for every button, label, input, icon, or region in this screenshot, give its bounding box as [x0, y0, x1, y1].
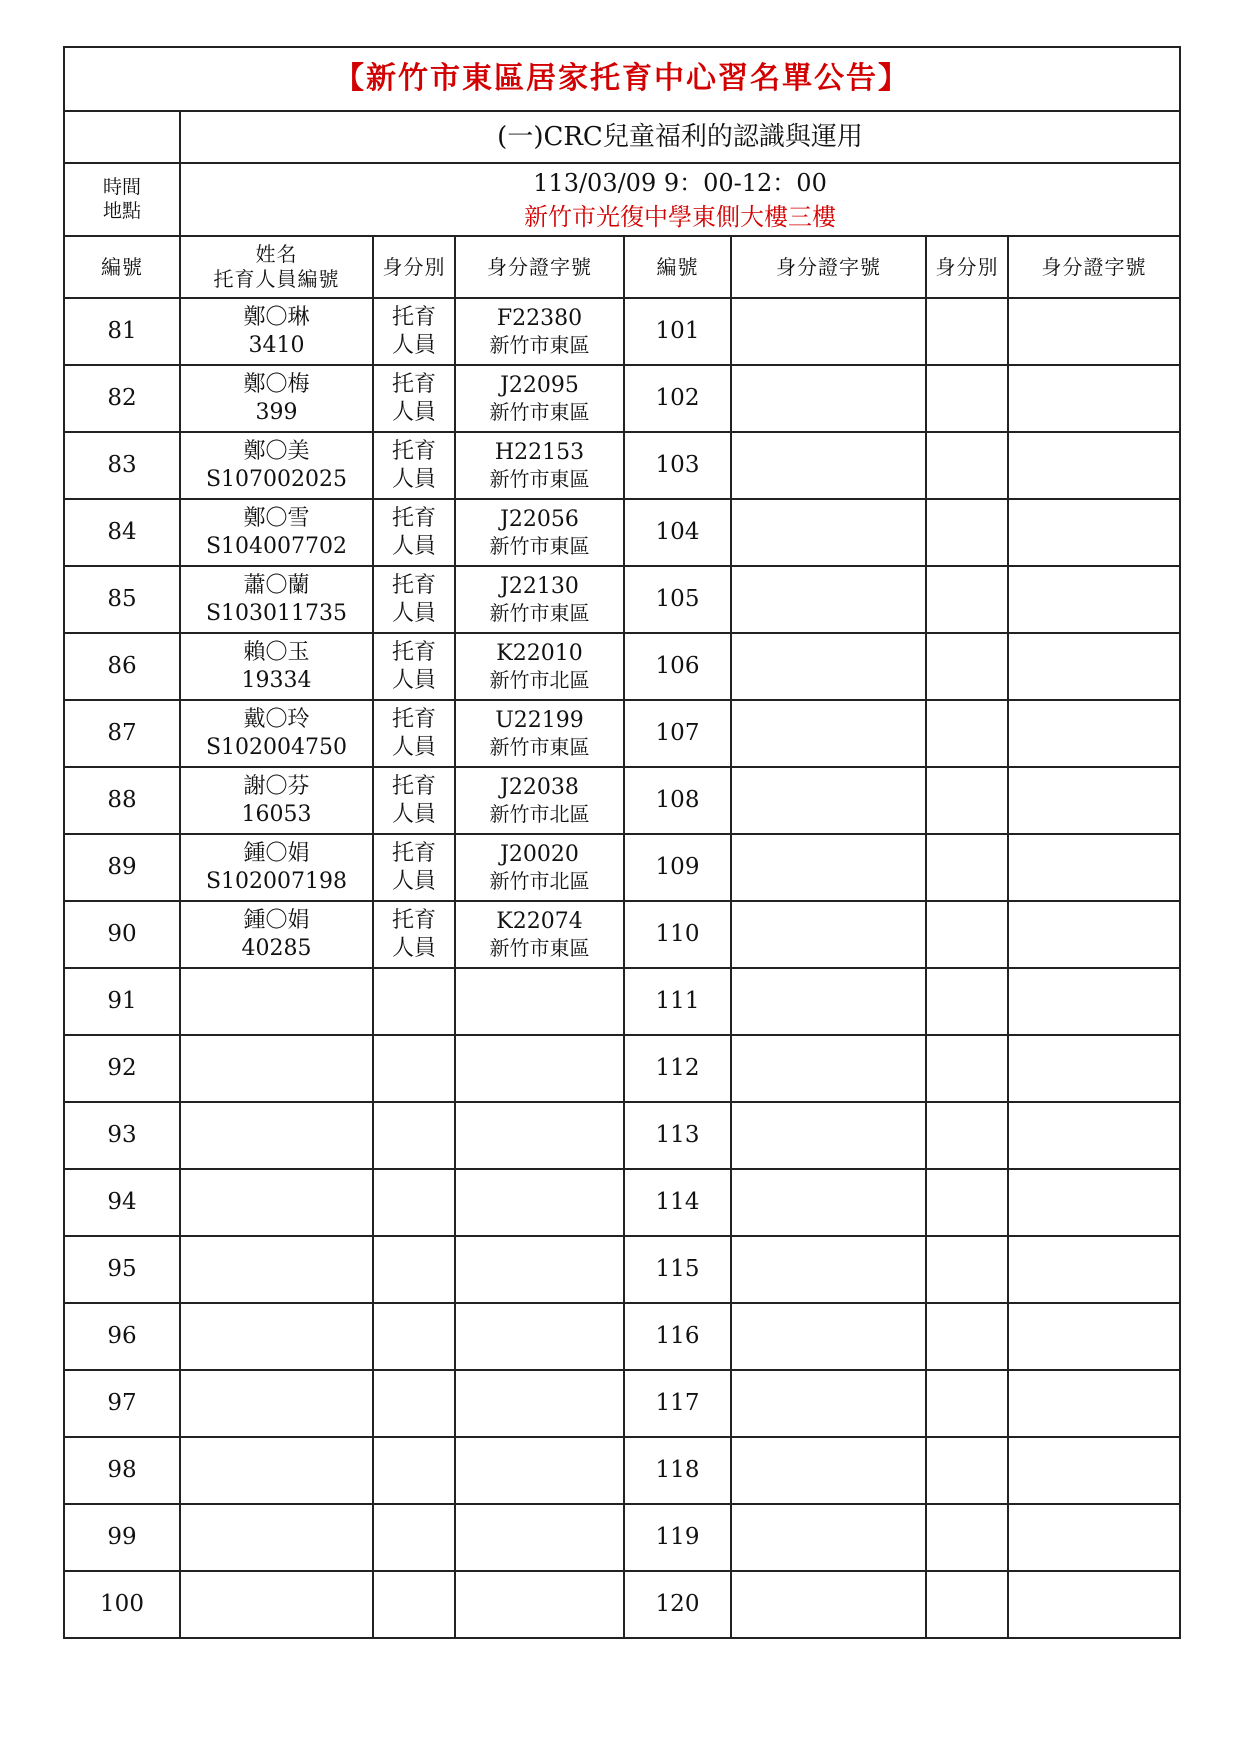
- table-row: [64, 1437, 1180, 1504]
- row-role-line1: 托育: [391, 774, 436, 799]
- row-caregiver-code: 399: [255, 399, 298, 425]
- row-id-cell: [455, 633, 624, 700]
- course-title: (一)CRC兒童福利的認識與運用: [180, 111, 1180, 163]
- row-id2-cell: [731, 767, 926, 834]
- row-name-cell: [180, 1169, 373, 1236]
- row-name-cell: [180, 1571, 373, 1638]
- row-role-line1: 托育: [391, 439, 436, 464]
- row-role2-cell: [926, 1504, 1008, 1571]
- row-id3-cell: [1008, 1169, 1180, 1236]
- row-id: J22095: [500, 373, 579, 399]
- row-district: 新竹市東區: [489, 935, 590, 960]
- page-title: 【新竹市東區居家托育中心習名單公告】: [64, 47, 1180, 111]
- row-id: J22056: [500, 507, 579, 533]
- row-id3-cell: [1008, 834, 1180, 901]
- header-id3: 身分證字號: [1008, 236, 1180, 298]
- place-label: 地點: [102, 199, 141, 222]
- session-place: 新竹市光復中學東側大樓三樓: [524, 202, 836, 231]
- row-role-line1: 托育: [391, 372, 436, 397]
- row-role2-cell: [926, 633, 1008, 700]
- row-role-cell: [373, 834, 455, 901]
- table-row: [64, 834, 1180, 901]
- row-name-cell: [180, 432, 373, 499]
- row-no: 88: [64, 767, 180, 834]
- time-place-label: [64, 163, 180, 236]
- table-row: [64, 566, 1180, 633]
- row-role-line1: 托育: [391, 573, 436, 598]
- row-no: 95: [64, 1236, 180, 1303]
- row-id2-cell: [731, 1370, 926, 1437]
- table-row: [64, 1504, 1180, 1571]
- row-role-cell: [373, 1504, 455, 1571]
- table-row: [64, 1236, 1180, 1303]
- row-id2-cell: [731, 901, 926, 968]
- row-id2-cell: [731, 1035, 926, 1102]
- row-role-cell: [373, 1303, 455, 1370]
- row-id-cell: [455, 1035, 624, 1102]
- header-id2: 身分證字號: [731, 236, 926, 298]
- row-role2-cell: [926, 1303, 1008, 1370]
- row-district: 新竹市東區: [489, 533, 590, 558]
- row-id2-cell: [731, 968, 926, 1035]
- row-id-cell: [455, 499, 624, 566]
- row-name-cell: [180, 1236, 373, 1303]
- row-caregiver-code: S102004750: [205, 734, 348, 760]
- row-role-cell: [373, 1571, 455, 1638]
- row-no2: 117: [624, 1370, 731, 1437]
- row-name: 鄭〇美: [243, 439, 310, 464]
- table-row: [64, 767, 1180, 834]
- row-id3-cell: [1008, 432, 1180, 499]
- row-no2: 111: [624, 968, 731, 1035]
- row-name: 鄭〇梅: [243, 372, 310, 397]
- row-name-cell: [180, 566, 373, 633]
- row-id-cell: [455, 1437, 624, 1504]
- row-role-cell: [373, 1370, 455, 1437]
- course-blank-cell: [64, 111, 180, 163]
- row-id2-cell: [731, 566, 926, 633]
- row-name: 謝〇芬: [243, 774, 310, 799]
- row-district: 新竹市東區: [489, 600, 590, 625]
- row-role-line2: 人員: [391, 332, 436, 358]
- row-id-cell: [455, 1236, 624, 1303]
- row-role-cell: [373, 1169, 455, 1236]
- row-role-line2: 人員: [391, 801, 436, 827]
- row-id2-cell: [731, 700, 926, 767]
- row-name: 鄭〇雪: [243, 506, 310, 531]
- row-no: 100: [64, 1571, 180, 1638]
- row-role-cell: [373, 1035, 455, 1102]
- row-role2-cell: [926, 700, 1008, 767]
- row-id-cell: [455, 566, 624, 633]
- row-role-line2: 人員: [391, 399, 436, 425]
- row-no2: 118: [624, 1437, 731, 1504]
- row-name-cell: [180, 633, 373, 700]
- row-id: J20020: [500, 842, 579, 868]
- row-no2: 102: [624, 365, 731, 432]
- row-name-cell: [180, 1102, 373, 1169]
- row-no2: 116: [624, 1303, 731, 1370]
- row-no: 82: [64, 365, 180, 432]
- row-id3-cell: [1008, 499, 1180, 566]
- row-no2: 103: [624, 432, 731, 499]
- row-no: 92: [64, 1035, 180, 1102]
- row-name: 鄭〇琳: [243, 305, 310, 330]
- row-name-cell: [180, 767, 373, 834]
- table-row: [64, 633, 1180, 700]
- header-row: [64, 236, 1180, 298]
- row-id3-cell: [1008, 1504, 1180, 1571]
- row-no: 84: [64, 499, 180, 566]
- row-id: F22380: [496, 306, 583, 332]
- row-name-cell: [180, 298, 373, 365]
- row-id2-cell: [731, 1169, 926, 1236]
- row-id-cell: [455, 700, 624, 767]
- row-id3-cell: [1008, 901, 1180, 968]
- row-no: 94: [64, 1169, 180, 1236]
- row-role-cell: [373, 566, 455, 633]
- row-role-cell: [373, 968, 455, 1035]
- row-role-line1: 托育: [391, 506, 436, 531]
- row-no2: 106: [624, 633, 731, 700]
- row-no: 87: [64, 700, 180, 767]
- row-id: H22153: [494, 440, 585, 466]
- header-name-line2: 托育人員編號: [213, 267, 340, 291]
- row-id-cell: [455, 1303, 624, 1370]
- row-name-cell: [180, 968, 373, 1035]
- row-role-line1: 托育: [391, 305, 436, 330]
- row-id2-cell: [731, 1437, 926, 1504]
- row-no2: 101: [624, 298, 731, 365]
- row-id2-cell: [731, 298, 926, 365]
- row-no: 98: [64, 1437, 180, 1504]
- table-row: [64, 499, 1180, 566]
- time-place-value: [180, 163, 1180, 236]
- row-id-cell: [455, 365, 624, 432]
- row-id-cell: [455, 1571, 624, 1638]
- row-name-cell: [180, 1370, 373, 1437]
- row-district: 新竹市北區: [489, 868, 590, 893]
- row-caregiver-code: 3410: [248, 332, 305, 358]
- row-id: K22010: [496, 641, 583, 667]
- row-id-cell: [455, 1370, 624, 1437]
- row-role2-cell: [926, 1571, 1008, 1638]
- row-role-line1: 托育: [391, 707, 436, 732]
- row-id3-cell: [1008, 365, 1180, 432]
- row-caregiver-code: S107002025: [205, 466, 348, 492]
- table-row: [64, 1169, 1180, 1236]
- header-role: 身分別: [373, 236, 455, 298]
- header-role2: 身分別: [926, 236, 1008, 298]
- row-role-cell: [373, 499, 455, 566]
- row-district: 新竹市東區: [489, 466, 590, 491]
- row-role2-cell: [926, 901, 1008, 968]
- row-district: 新竹市東區: [489, 332, 590, 357]
- row-role-cell: [373, 767, 455, 834]
- row-role-cell: [373, 365, 455, 432]
- row-role-line1: 托育: [391, 908, 436, 933]
- row-id3-cell: [1008, 968, 1180, 1035]
- row-id2-cell: [731, 1102, 926, 1169]
- row-role2-cell: [926, 365, 1008, 432]
- row-no2: 109: [624, 834, 731, 901]
- row-no2: 113: [624, 1102, 731, 1169]
- header-name-line1: 姓名: [255, 242, 298, 266]
- row-id2-cell: [731, 1236, 926, 1303]
- row-district: 新竹市北區: [489, 667, 590, 692]
- row-name-cell: [180, 834, 373, 901]
- row-no: 81: [64, 298, 180, 365]
- row-id3-cell: [1008, 1102, 1180, 1169]
- row-role2-cell: [926, 968, 1008, 1035]
- row-id3-cell: [1008, 566, 1180, 633]
- row-role2-cell: [926, 499, 1008, 566]
- row-no2: 110: [624, 901, 731, 968]
- row-role-cell: [373, 1437, 455, 1504]
- row-no: 97: [64, 1370, 180, 1437]
- row-id2-cell: [731, 1303, 926, 1370]
- row-no: 86: [64, 633, 180, 700]
- row-id-cell: [455, 901, 624, 968]
- row-caregiver-code: 16053: [241, 801, 312, 827]
- row-name-cell: [180, 1504, 373, 1571]
- row-id: J22038: [500, 775, 579, 801]
- row-role-cell: [373, 700, 455, 767]
- row-id3-cell: [1008, 1236, 1180, 1303]
- row-name: 鍾〇娟: [243, 841, 310, 866]
- row-id3-cell: [1008, 298, 1180, 365]
- row-role2-cell: [926, 1102, 1008, 1169]
- row-no: 99: [64, 1504, 180, 1571]
- table-row: [64, 1303, 1180, 1370]
- row-role2-cell: [926, 566, 1008, 633]
- table-row: [64, 901, 1180, 968]
- table-row: [64, 700, 1180, 767]
- row-role2-cell: [926, 834, 1008, 901]
- row-role-cell: [373, 298, 455, 365]
- row-no: 96: [64, 1303, 180, 1370]
- row-id3-cell: [1008, 1370, 1180, 1437]
- row-district: 新竹市北區: [489, 801, 590, 826]
- table-row: [64, 1102, 1180, 1169]
- row-id3-cell: [1008, 767, 1180, 834]
- row-id: J22130: [500, 574, 579, 600]
- row-id-cell: [455, 432, 624, 499]
- row-id-cell: [455, 1504, 624, 1571]
- row-no: 89: [64, 834, 180, 901]
- header-name: [180, 236, 373, 298]
- row-id2-cell: [731, 633, 926, 700]
- row-role-line2: 人員: [391, 466, 436, 492]
- row-name: 鍾〇娟: [243, 908, 310, 933]
- row-name-cell: [180, 1303, 373, 1370]
- row-role-line1: 托育: [391, 841, 436, 866]
- row-id2-cell: [731, 432, 926, 499]
- row-id-cell: [455, 1169, 624, 1236]
- row-role2-cell: [926, 1035, 1008, 1102]
- row-no: 90: [64, 901, 180, 968]
- row-caregiver-code: S103011735: [205, 600, 348, 626]
- row-id: K22074: [496, 909, 583, 935]
- row-no2: 119: [624, 1504, 731, 1571]
- row-caregiver-code: S102007198: [205, 868, 348, 894]
- table-row: [64, 432, 1180, 499]
- row-caregiver-code: S104007702: [205, 533, 348, 559]
- row-role2-cell: [926, 1437, 1008, 1504]
- row-role-line2: 人員: [391, 600, 436, 626]
- row-id2-cell: [731, 1571, 926, 1638]
- row-name-cell: [180, 901, 373, 968]
- session-time: 113/03/09 9：00-12：00: [533, 168, 827, 197]
- row-no2: 108: [624, 767, 731, 834]
- row-id-cell: [455, 1102, 624, 1169]
- row-id3-cell: [1008, 633, 1180, 700]
- row-district: 新竹市東區: [489, 399, 590, 424]
- row-caregiver-code: 40285: [241, 935, 312, 961]
- row-id3-cell: [1008, 1571, 1180, 1638]
- row-role-cell: [373, 1102, 455, 1169]
- row-role-line2: 人員: [391, 667, 436, 693]
- row-id-cell: [455, 298, 624, 365]
- row-no: 93: [64, 1102, 180, 1169]
- row-name-cell: [180, 1035, 373, 1102]
- roster-table: [63, 46, 1181, 1639]
- row-id3-cell: [1008, 700, 1180, 767]
- row-role2-cell: [926, 1370, 1008, 1437]
- time-label: 時間: [102, 175, 141, 198]
- row-id2-cell: [731, 365, 926, 432]
- row-no: 83: [64, 432, 180, 499]
- row-name: 蕭〇蘭: [243, 573, 310, 598]
- row-role-cell: [373, 1236, 455, 1303]
- table-row: [64, 968, 1180, 1035]
- row-caregiver-code: 19334: [241, 667, 312, 693]
- table-row: [64, 1370, 1180, 1437]
- row-role-cell: [373, 901, 455, 968]
- row-id-cell: [455, 968, 624, 1035]
- row-role2-cell: [926, 432, 1008, 499]
- header-no: 編號: [64, 236, 180, 298]
- row-name: 戴〇玲: [243, 707, 310, 732]
- row-role2-cell: [926, 298, 1008, 365]
- table-row: [64, 365, 1180, 432]
- table-row: [64, 1035, 1180, 1102]
- row-role-cell: [373, 633, 455, 700]
- row-district: 新竹市東區: [489, 734, 590, 759]
- row-id3-cell: [1008, 1035, 1180, 1102]
- row-no: 85: [64, 566, 180, 633]
- row-name-cell: [180, 1437, 373, 1504]
- row-role-line2: 人員: [391, 734, 436, 760]
- row-no2: 120: [624, 1571, 731, 1638]
- row-name-cell: [180, 365, 373, 432]
- row-name-cell: [180, 700, 373, 767]
- row-role-line2: 人員: [391, 868, 436, 894]
- table-row: [64, 298, 1180, 365]
- row-role2-cell: [926, 767, 1008, 834]
- row-no2: 105: [624, 566, 731, 633]
- row-id3-cell: [1008, 1303, 1180, 1370]
- row-name-cell: [180, 499, 373, 566]
- row-id2-cell: [731, 1504, 926, 1571]
- row-name: 賴〇玉: [243, 640, 310, 665]
- row-no2: 104: [624, 499, 731, 566]
- row-id2-cell: [731, 499, 926, 566]
- row-role-cell: [373, 432, 455, 499]
- row-id-cell: [455, 834, 624, 901]
- row-id-cell: [455, 767, 624, 834]
- header-id: 身分證字號: [455, 236, 624, 298]
- row-no2: 107: [624, 700, 731, 767]
- table-row: [64, 1571, 1180, 1638]
- row-role2-cell: [926, 1236, 1008, 1303]
- row-no: 91: [64, 968, 180, 1035]
- row-role-line2: 人員: [391, 935, 436, 961]
- row-no2: 112: [624, 1035, 731, 1102]
- row-role-line2: 人員: [391, 533, 436, 559]
- header-no2: 編號: [624, 236, 731, 298]
- row-role-line1: 托育: [391, 640, 436, 665]
- row-id3-cell: [1008, 1437, 1180, 1504]
- row-id2-cell: [731, 834, 926, 901]
- row-role2-cell: [926, 1169, 1008, 1236]
- row-no2: 114: [624, 1169, 731, 1236]
- row-no2: 115: [624, 1236, 731, 1303]
- row-id: U22199: [495, 708, 584, 734]
